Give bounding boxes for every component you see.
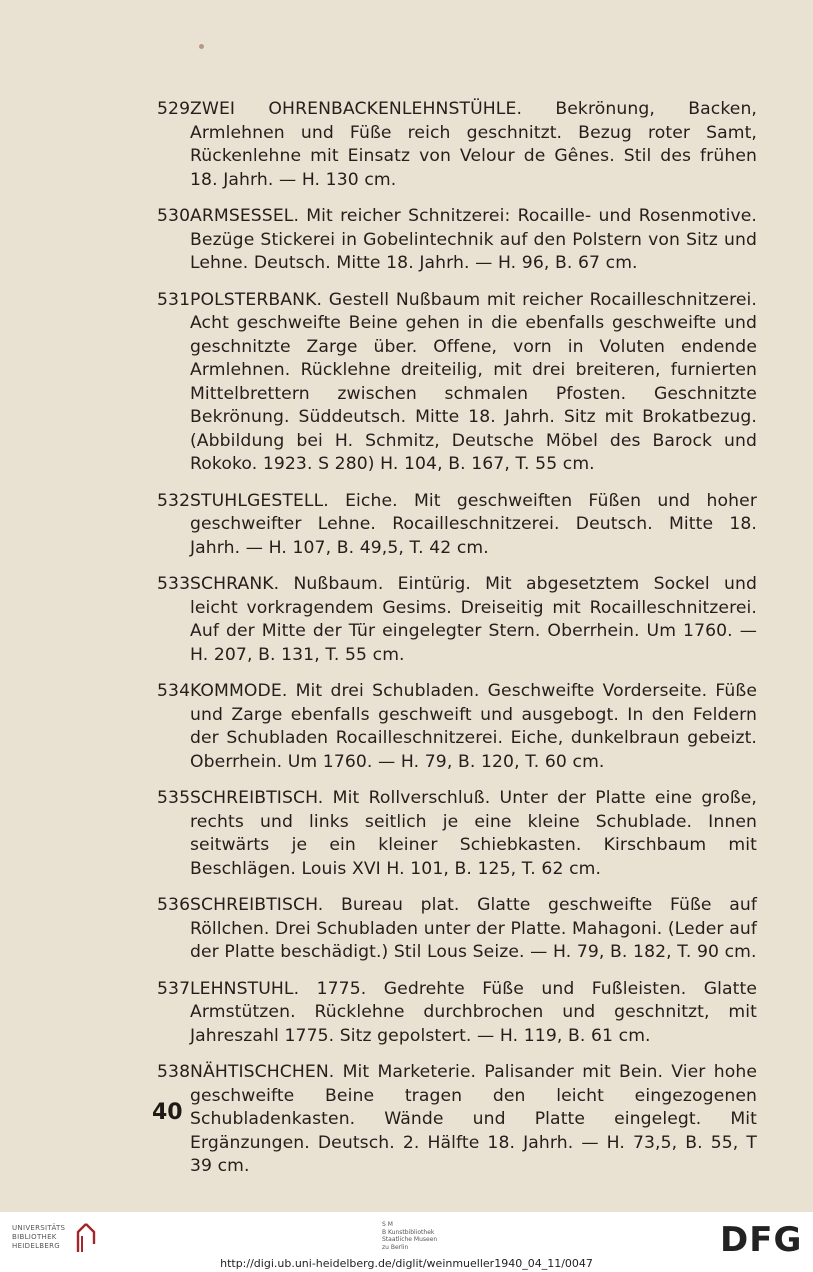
lot-number: 536 xyxy=(157,895,191,915)
lot-number: 537 xyxy=(157,978,191,999)
partner-line-2: B Kunstbibliothek xyxy=(382,1228,435,1236)
partner-line-3: Staatliche Museen xyxy=(382,1236,438,1243)
catalogue-entry xyxy=(0,978,813,1049)
catalogue-entry xyxy=(0,1061,813,1179)
lot-description: SCHREIBTISCH. Mit Rollverschluß. Unter der Platte eine große, rechts und links seitlich je eine kleine Schublade. Innen seitwärts je ein kleiner Schiebkasten. Kirschbaum mit Beschlägen. Louis XVI H. 101, B. 125, T. 62 cm. xyxy=(190,788,757,879)
lot-description: LEHNSTUHL. 1775. Gedrehte Füße und Fußleisten. Glatte Armstützen. Rücklehne durchbrochen und geschnitzt, mit Jahreszahl 1775. Sitz gepolstert. — H. 119, B. 61 cm. xyxy=(190,978,757,1046)
lot-number: 535 xyxy=(157,788,191,808)
partner-institution xyxy=(382,1221,437,1251)
dfg-logo-text: DFG xyxy=(720,1222,803,1254)
lot-number: 534 xyxy=(157,681,191,701)
uni-line-3: HEIDELBERG xyxy=(12,1242,60,1250)
page-number: 40 xyxy=(152,1100,183,1125)
lot-number: 538 xyxy=(157,1062,191,1082)
lot-description: ARMSESSEL. Mit reicher Schnitzerei: Rocaille- und Rosenmotive. Bezüge Stickerei in Gobelintechnik auf den Polstern von Sitz und Lehne. Deutsch. Mitte 18. Jahrh. — H. 96, B. 67 cm. xyxy=(190,206,757,273)
university-library-name xyxy=(12,1224,70,1251)
partner-line-1: S M xyxy=(382,1221,393,1228)
lot-description: NÄHTISCHCHEN. Mit Marketerie. Palisander mit Bein. Vier hohe geschweifte Beine tragen den leicht eingezogenen Schubladenkasten. Wände und Platte eingelegt. Mit Ergänzungen. Deutsch. 2. Hälfte 18. Jahrh. — H. 73,5, B. 55, T 39 cm. xyxy=(190,1062,757,1176)
lot-number: 529 xyxy=(157,99,191,119)
catalogue-entry xyxy=(0,205,813,276)
university-logo-icon xyxy=(74,1222,98,1254)
catalogue-entry xyxy=(0,289,813,477)
lot-description: POLSTERBANK. Gestell Nußbaum mit reicher Rocailleschnitzerei. Acht geschweifte Beine gehen in die ebenfalls geschweifte und geschnitzte Zarge über. Offene, vorn in Voluten endende Armlehnen. Rücklehne dreiteilig, mit drei breiteren, furnierten Mittelbrettern zwischen schmalen Pfosten. Geschnitzte Bekrönung. Süddeutsch. Mitte 18. Jahrh. Sitz mit Brokatbezug. (Abbildung bei H. Schmitz, Deutsche Möbel des Barock und Rokoko. 1923. S 280) H. 104, B. 167, T. 55 cm. xyxy=(190,289,757,474)
lot-number: 531 xyxy=(157,289,191,310)
lot-description: SCHREIBTISCH. Bureau plat. Glatte geschweifte Füße auf Röllchen. Drei Schubladen unter der Platte. Mahagoni. (Leder auf der Platte beschädigt.) Stil Lous Seize. — H. 79, B. 182, T. 90 cm. xyxy=(190,895,757,962)
catalogue-entry xyxy=(0,894,813,965)
catalogue-entry xyxy=(0,490,813,561)
lot-number: 530 xyxy=(157,206,191,226)
lot-description: ZWEI OHRENBACKENLEHNSTÜHLE. Bekrönung, Backen, Armlehnen und Füße reich geschnitzt. Bezug roter Samt, Rückenlehne mit Einsatz von Velour de Gênes. Stil des frühen 18. Jahrh. — H. 130 cm. xyxy=(190,99,757,190)
uni-line-2: BIBLIOTHEK xyxy=(12,1233,57,1241)
lot-description: SCHRANK. Nußbaum. Eintürig. Mit abgesetztem Sockel und leicht vorkragendem Gesims. Dreiseitig mit Rocailleschnitzerei. Auf der Mitte der Tür eingelegter Stern. Oberrhein. Um 1760. — H. 207, B. 131, T. 55 cm. xyxy=(190,574,757,665)
partner-line-4: zu Berlin xyxy=(382,1243,409,1251)
lot-number: 532 xyxy=(157,490,191,511)
paper-speck xyxy=(199,44,204,49)
dfg-logo-icon xyxy=(720,1222,804,1254)
lot-number: 533 xyxy=(157,574,191,594)
catalogue-entry xyxy=(0,98,813,192)
lot-description: KOMMODE. Mit drei Schubladen. Geschweifte Vorderseite. Füße und Zarge ebenfalls geschweift und ausgebogt. In den Feldern der Schubladen Rocailleschnitzerei. Eiche, dunkelbraun gebeizt. Oberrhein. Um 1760. — H. 79, B. 120, T. 60 cm. xyxy=(190,681,757,772)
lot-description: STUHLGESTELL. Eiche. Mit geschweiften Füßen und hoher geschweifter Lehne. Rocailleschnitzerei. Deutsch. Mitte 18. Jahrh. — H. 107, B. 49,5, T. 42 cm. xyxy=(190,490,757,558)
permalink-url[interactable]: http://digi.ub.uni-heidelberg.de/diglit/weinmueller1940_04_11/0047 xyxy=(220,1257,593,1270)
catalogue-entry xyxy=(0,573,813,667)
catalogue-entry xyxy=(0,680,813,774)
catalogue-entries xyxy=(0,98,813,1192)
catalogue-entry xyxy=(0,787,813,881)
uni-line-1: UNIVERSITÄTS xyxy=(12,1224,66,1232)
